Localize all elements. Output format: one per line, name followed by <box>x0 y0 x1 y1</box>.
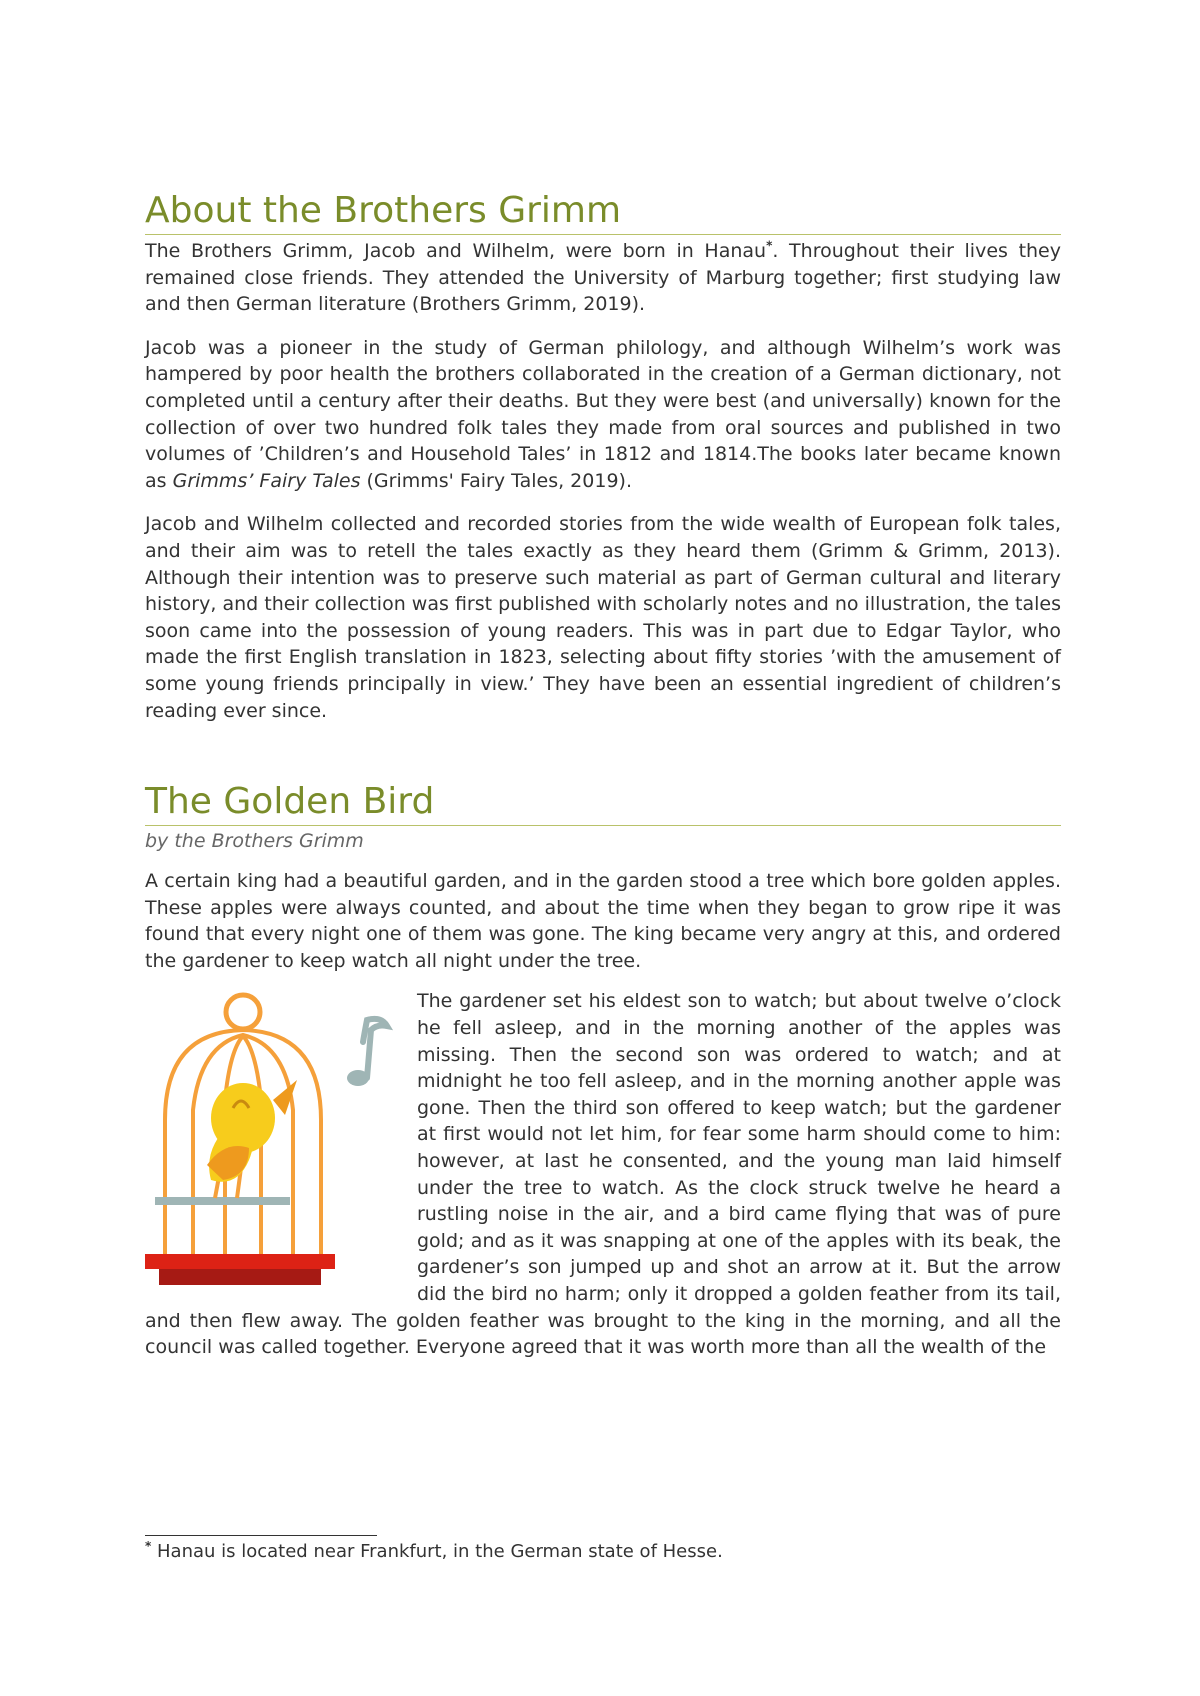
footnote-mark: * <box>145 1539 152 1553</box>
heading-golden-bird: The Golden Bird <box>145 781 1061 826</box>
footnote-text: Hanau is located near Frankfurt, in the German state of Hesse. <box>151 1541 723 1562</box>
footnote-reference[interactable]: * <box>766 238 773 253</box>
book-title: Grimms’ Fairy Tales <box>172 469 361 492</box>
about-paragraph-1: The Brothers Grimm, Jacob and Wilhelm, were born in Hanau*. Throughout their lives they remained close friends. They attended the University of Marburg together; first studying law and then German literature (Brothers Grimm, 2019). <box>145 238 1061 316</box>
about-section <box>145 190 1061 724</box>
story-paragraph-2: The gardener set his eldest son to watch; but about twelve o’clock he fell asleep, and in the morning another of the apples was missing. Then the second son was ordered to watch; and at midnight he too fell asleep, and in the morning another apple was gone. Then the third son offered to keep watch; but the gardener at first would not let him, for fear some harm should come to him: however, at last he consented, and the young man laid himself under the tree to watch. As the clock struck twelve he heard a rustling noise in the air, and a bird came flying that was of pure gold; and as it was snapping at one of the apples with its beak, the gardener’s son jumped up and shot an arrow at it. But the arrow did the bird no harm; only it dropped a golden feather from its tail, and then flew away. The golden feather was brought to the king in the morning, and all the council was called together. Everyone agreed that it was worth more than all the wealth of the <box>145 990 1061 1359</box>
story-illustrated-block <box>145 988 1061 1360</box>
footnote-divider <box>145 1535 377 1536</box>
document-page <box>145 190 1061 1361</box>
bird-cage-icon <box>145 990 417 1285</box>
about-paragraph-3: Jacob and Wilhelm collected and recorded stories from the wide wealth of European folk tales, and their aim was to retell the tales exactly as they heard them (Grimm & Grimm, 2013). Although their intention was to preserve such material as part of German cultural and literary history, and their collection was first published with scholarly notes and no illustration, the tales soon came into the possession of young readers. This was in part due to Edgar Taylor, who made the first English translation in 1823, selecting about fifty stories ’with the amusement of some young friends principally in view.’ They have been an essential ingredient of children’s reading ever since. <box>145 513 1061 722</box>
about-paragraph-2: Jacob was a pioneer in the study of German philology, and although Wilhelm’s work was hampered by poor health the brothers collaborated in the creation of a German dictionary, not completed until a century after their deaths. But they were best (and universally) known for the collection of over two hundred folk tales they made from oral sources and published in two volumes of ’Children’s and Household Tales’ in 1812 and 1814.The books later became known as Grimms’ Fairy Tales (Grimms' Fairy Tales, 2019). <box>145 336 1061 492</box>
bird-cage-illustration <box>145 990 417 1285</box>
story-paragraph-1: A certain king had a beautiful garden, and in the garden stood a tree which bore golden apples. These apples were always counted, and about the time when they began to grow ripe it was found that every night one of them was gone. The king became very angry at this, and ordered the gardener to keep watch all night under the tree. <box>145 870 1061 972</box>
heading-about: About the Brothers Grimm <box>145 190 1061 235</box>
footnote <box>145 1540 723 1564</box>
music-note-icon <box>347 1019 387 1086</box>
byline: by the Brothers Grimm <box>145 830 364 853</box>
bird-icon <box>207 1080 297 1198</box>
